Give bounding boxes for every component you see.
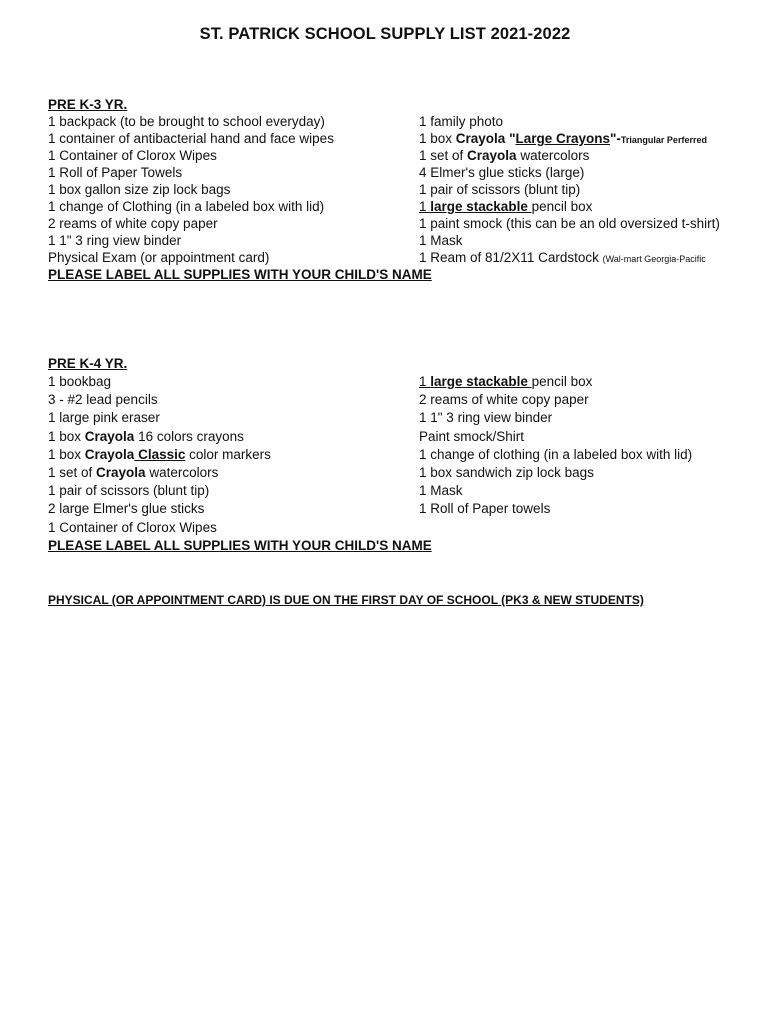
label-reminder: PLEASE LABEL ALL SUPPLIES WITH YOUR CHILD'S NAME (48, 267, 432, 282)
item-text: 1 box (419, 131, 456, 146)
list-item: 1 backpack (to be brought to school everyday) (48, 114, 325, 129)
list-item (419, 147, 749, 164)
list-item: 1 change of Clothing (in a labeled box with lid) (48, 199, 325, 214)
list-item: 2 reams of white copy paper (48, 216, 218, 231)
list-item (48, 464, 413, 482)
brand-name: Crayola (467, 148, 517, 163)
list-item: 1 pair of scissors (blunt tip) (419, 182, 581, 197)
item-text: 1 box (48, 428, 85, 444)
list-item: 1 box sandwich zip lock bags (419, 464, 594, 480)
list-item: 1 family photo (419, 114, 504, 129)
item-emphasis: large stackable (430, 199, 532, 214)
physical-due-note: PHYSICAL (OR APPOINTMENT CARD) IS DUE ON THE FIRST DAY OF SCHOOL (PK3 & NEW STUDENTS) (48, 593, 644, 607)
list-item: 1 Mask (419, 483, 463, 499)
list-item: 1 Container of Clorox Wipes (48, 148, 217, 163)
item-text: 1 set of (419, 148, 468, 163)
list-item: 1 Container of Clorox Wipes (48, 519, 217, 535)
list-item: 1 large pink eraser (48, 410, 160, 426)
list-item: 1 1" 3 ring view binder (48, 233, 182, 248)
list-item: 1 change of clothing (in a labeled box with lid) (419, 446, 693, 462)
prek4-right-list (419, 373, 749, 519)
list-item (48, 446, 413, 464)
item-text: watercolors (145, 464, 219, 480)
item-text: 1 Ream of 81/2X11 Cardstock (419, 250, 603, 265)
list-item (419, 249, 749, 266)
list-item: 1 Roll of Paper Towels (48, 165, 183, 180)
item-text: watercolors (516, 148, 590, 163)
item-text: pencil box (531, 199, 593, 214)
item-text: 1 box (48, 446, 85, 462)
item-text: pencil box (531, 374, 593, 389)
prek4-left-list (48, 373, 413, 537)
list-item (419, 130, 749, 147)
brand-name: Crayola (455, 131, 506, 146)
label-reminder: PLEASE LABEL ALL SUPPLIES WITH YOUR CHILD'S NAME (48, 538, 432, 553)
list-item: Paint smock/Shirt (419, 428, 525, 444)
list-item: 1 box gallon size zip lock bags (48, 182, 231, 197)
list-item: 3 - #2 lead pencils (48, 392, 158, 408)
item-text: 1 (419, 374, 431, 389)
page-title: ST. PATRICK SCHOOL SUPPLY LIST 2021-2022 (199, 25, 571, 43)
brand-name: Crayola (84, 446, 135, 462)
list-item (419, 373, 749, 391)
item-note: (Wal-mart Georgia-Pacific (602, 254, 706, 264)
list-item: 1 bookbag (48, 374, 112, 389)
list-item: 1 Mask (419, 233, 463, 248)
prek4-section (48, 355, 738, 554)
product-name: Classic (134, 446, 186, 462)
prek3-left-list (48, 113, 413, 266)
list-item: 4 Elmer's glue sticks (large) (419, 165, 585, 180)
brand-name: Crayola (96, 464, 146, 480)
prek3-right-list (419, 113, 749, 266)
list-item: 1 pair of scissors (blunt tip) (48, 483, 210, 499)
prek3-heading: PRE K-3 YR. (48, 97, 128, 112)
item-text: 16 colors crayons (134, 428, 244, 444)
item-note: Triangular Perferred (620, 135, 707, 145)
prek3-section (48, 96, 738, 283)
item-text: " (505, 131, 516, 146)
list-item: 1 paint smock (this can be an old oversized t-shirt) (419, 216, 720, 231)
brand-name: Crayola (84, 428, 135, 444)
list-item: 1 Roll of Paper towels (419, 501, 551, 517)
item-text: color markers (185, 446, 271, 462)
item-text: 1 set of (48, 464, 97, 480)
list-item (48, 428, 413, 446)
item-text: "- (610, 131, 621, 146)
list-item: Physical Exam (or appointment card) (48, 250, 270, 265)
list-item: 2 reams of white copy paper (419, 392, 589, 408)
list-item: 1 1" 3 ring view binder (419, 410, 553, 426)
list-item: 2 large Elmer's glue sticks (48, 501, 205, 517)
prek4-heading: PRE K-4 YR. (48, 356, 128, 371)
list-item: 1 container of antibacterial hand and face wipes (48, 131, 334, 146)
list-item (419, 198, 749, 215)
product-name: Large Crayons (515, 131, 611, 146)
item-text: 1 (419, 199, 431, 214)
item-emphasis: large stackable (430, 374, 532, 389)
